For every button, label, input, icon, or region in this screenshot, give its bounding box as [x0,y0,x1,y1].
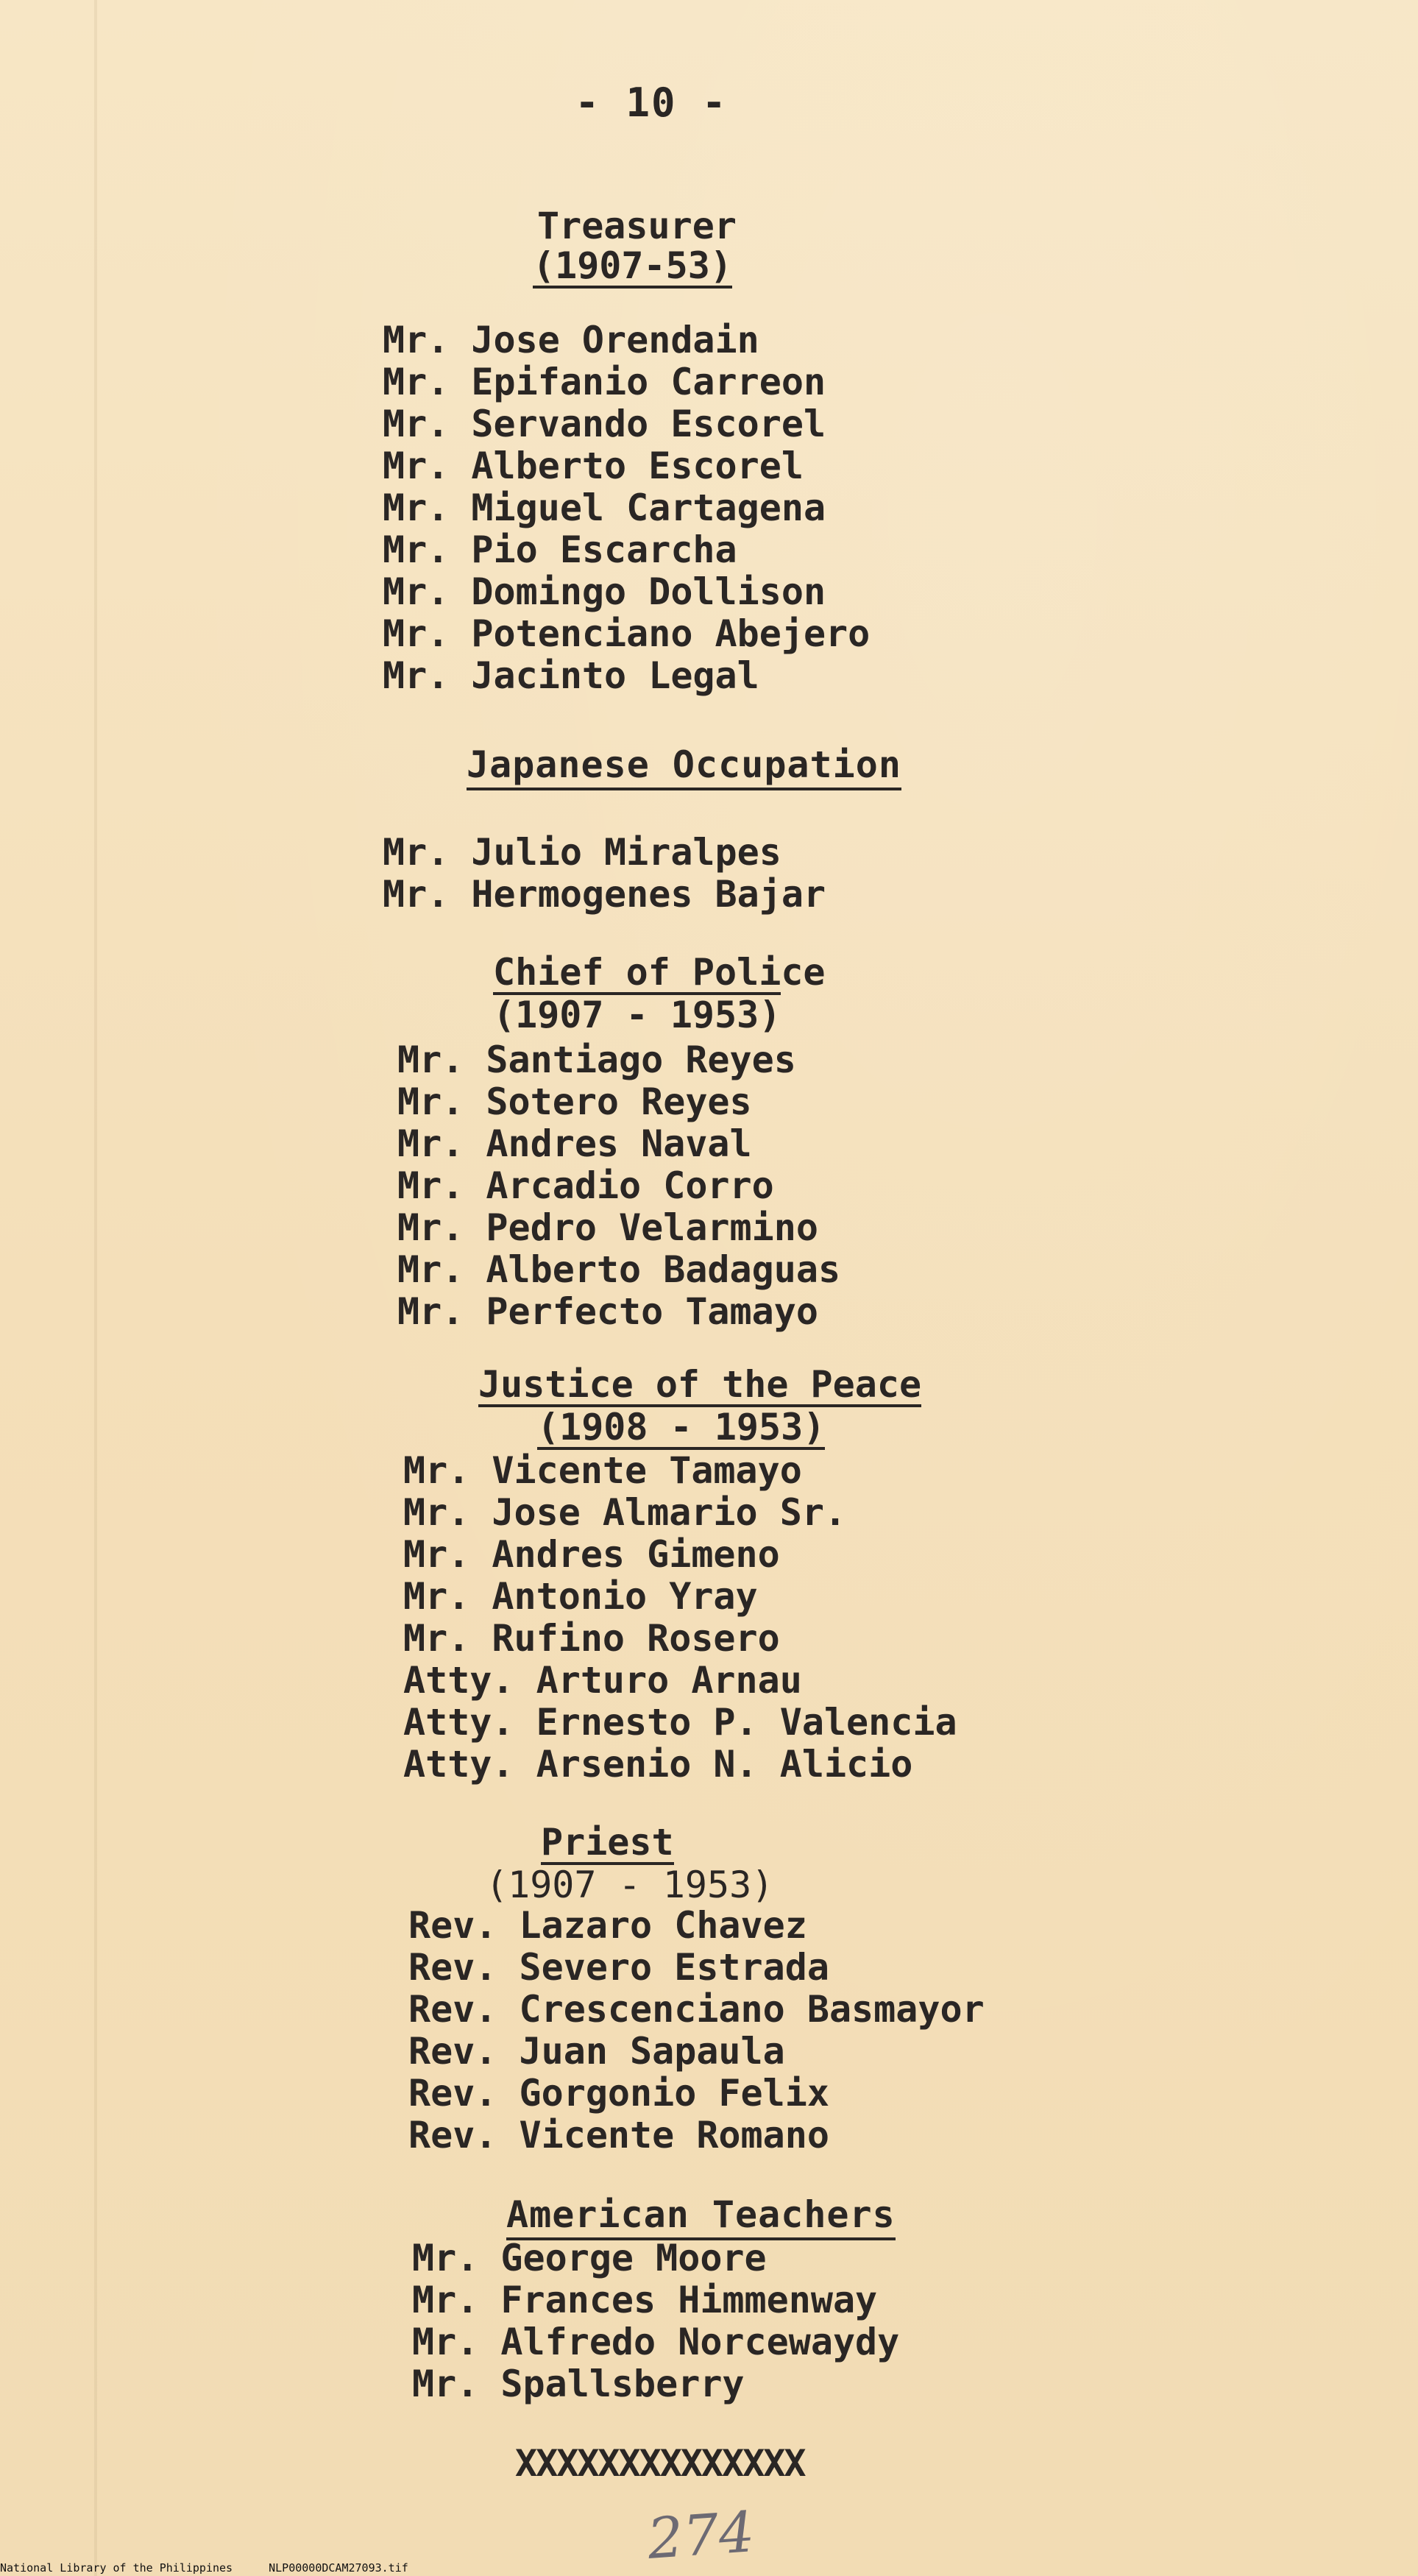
section-title-treasurer: Treasurer [537,205,737,247]
section-priest [383,1822,1119,2156]
list-item: Rev. Lazaro Chavez [408,1904,807,1947]
list-item: Mr. Servando Escorel [383,403,826,445]
section-years-chief-of-police: (1907 - 1953) [493,994,781,1036]
list-american-teachers [412,2237,1148,2405]
list-item: Rev. Crescenciano Basmayor [408,1988,985,2031]
section-japanese-occupation [467,743,1202,790]
list-item: Atty. Arturo Arnau [403,1659,802,1702]
page-number: - 10 - [575,79,728,126]
list-item: Mr. Vicente Tamayo [403,1449,802,1492]
scan-footer-library: National Library of the Philippines [0,2561,233,2575]
list-item: Mr. Antonio Yray [403,1575,758,1618]
list-item: Mr. Sotero Reyes [397,1080,752,1123]
section-years-priest: (1907 - 1953) [486,1864,774,1906]
struck-out-text: XXXXXXXXXXXXXX [515,2442,805,2485]
section-years-justice-of-the-peace: (1908 - 1953) [537,1406,826,1448]
list-justice-of-the-peace [403,1450,1119,1786]
list-item: Mr. Spallsberry [412,2363,745,2405]
list-item: Mr. Andres Gimeno [403,1533,780,1576]
list-item: Mr. Frances Himmenway [412,2279,878,2321]
page-fold-shadow [94,0,97,2576]
list-item: Mr. Pedro Velarmino [397,1206,818,1249]
list-chief-of-police [397,1039,1119,1333]
list-item: Rev. Gorgonio Felix [408,2072,829,2115]
list-item: Rev. Vicente Romano [408,2114,829,2156]
list-item: Mr. Andres Naval [397,1122,752,1165]
list-item: Mr. Julio Miralpes [383,831,781,874]
list-item: Mr. Domingo Dollison [383,570,826,613]
list-item: Atty. Ernesto P. Valencia [403,1701,957,1744]
list-item: Rev. Juan Sapaula [408,2030,785,2073]
section-title-japanese-occupation: Japanese Occupation [467,743,901,790]
list-item: Mr. Santiago Reyes [397,1038,796,1081]
list-item: Mr. Alfredo Norcewaydy [412,2321,900,2363]
section-title-justice-of-the-peace: Justice of the Peace [478,1363,922,1406]
list-japanese-occupation [383,832,1119,916]
list-priest [408,1905,1119,2156]
section-american-teachers [506,2193,1242,2240]
list-item: Mr. Miguel Cartagena [383,486,826,529]
list-item: Mr. Alberto Badaguas [397,1248,841,1291]
list-item: Mr. Epifanio Carreon [383,361,826,403]
list-item: Atty. Arsenio N. Alicio [403,1743,913,1786]
list-item: Rev. Severo Estrada [408,1946,829,1989]
list-item: Mr. Potenciano Abejero [383,612,871,655]
section-title-american-teachers: American Teachers [506,2193,896,2240]
section-japanese-names [383,832,1119,916]
list-item: Mr. Arcadio Corro [397,1164,774,1207]
list-item: Mr. Pio Escarcha [383,528,737,571]
section-chief-of-police [383,952,1119,1333]
list-item: Mr. Hermogenes Bajar [383,873,826,916]
section-title-chief-of-police: Chief of Police [493,951,826,994]
section-title-priest: Priest [541,1821,674,1864]
list-item: Mr. Perfecto Tamayo [397,1290,818,1333]
section-years-treasurer: (1907-53) [533,244,732,287]
list-item: Mr. George Moore [412,2237,767,2279]
list-treasurer [383,319,1119,697]
scan-footer [0,2560,1418,2576]
section-justice-of-the-peace [383,1365,1119,1786]
list-item: Mr. Jose Orendain [383,319,759,361]
list-item: Mr. Alberto Escorel [383,445,804,487]
scan-footer-file: NLP00000DCAM27093.tif [269,2561,408,2575]
section-american-names [412,2237,1148,2405]
handwritten-page-number: 274 [645,2499,756,2572]
list-item: Mr. Jose Almario Sr. [403,1491,847,1534]
list-item: Mr. Jacinto Legal [383,654,759,697]
section-treasurer [383,206,1119,697]
list-item: Mr. Rufino Rosero [403,1617,780,1660]
